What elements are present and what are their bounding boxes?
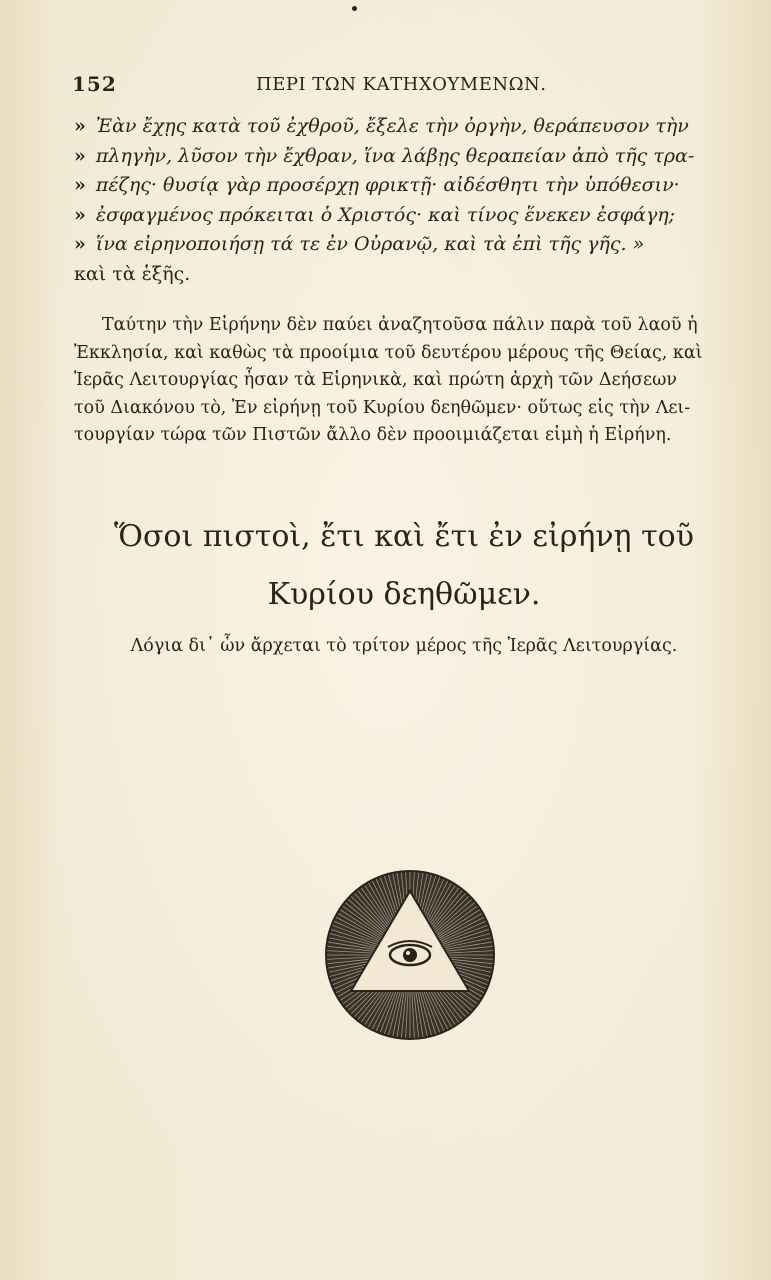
quote-line: » ἐσφαγμένος πρόκειται ὁ Χριστός· καὶ τίνος ἕνεκεν ἐσφάγη; xyxy=(74,203,676,226)
liturgy-heading xyxy=(74,508,734,624)
body-paragraph xyxy=(74,312,734,450)
quote-line: » Ἐὰν ἔχῃς κατὰ τοῦ ἐχθροῦ, ἔξελε τὴν ὀργὴν, θεράπευσον τὴν xyxy=(74,115,689,137)
quote-line: » ἵνα εἰρηνοποιήσῃ τά τε ἐν Οὐρανῷ, καὶ τὰ ἐπὶ τῆς γῆς. » xyxy=(74,233,645,255)
page-number: 152 xyxy=(72,72,117,96)
paragraph-line: τοῦ Διακόνου τὸ, Ἐν εἰρήνῃ τοῦ Κυρίου δεηθῶμεν· οὕτως εἰς τὴν Λει- xyxy=(74,397,691,418)
paragraph-line: τουργίαν τώρα τῶν Πιστῶν ἄλλο δὲν προοιμιάζεται εἰμὴ ἡ Εἰρήνη. xyxy=(74,425,672,445)
quote-line: » πέζης· θυσίᾳ γὰρ προσέρχῃ φρικτῇ· αἰδέσθητι τὴν ὑπόθεσιν· xyxy=(74,174,680,196)
quote-mark: » xyxy=(74,144,86,167)
quoted-passage xyxy=(74,112,734,289)
ink-dot xyxy=(352,6,357,11)
quote-mark: » xyxy=(74,233,86,255)
paragraph-line: Ἐκκλησία, καὶ καθὼς τὰ προοίμια τοῦ δευτέρου μέρους τῆς Θείας, καὶ xyxy=(74,342,703,363)
paragraph-line: Ἱερᾶς Λειτουργίας ἦσαν τὰ Εἰρηνικὰ, καὶ πρώτη ἀρχὴ τῶν Δεήσεων xyxy=(74,370,677,390)
running-head: ΠΕΡΙ ΤΩΝ ΚΑΤΗΧΟΥΜΕΝΩΝ. xyxy=(256,74,547,95)
quote-mark: » xyxy=(74,174,86,196)
quote-mark: » xyxy=(74,115,86,137)
paragraph-line: Ταύτην τὴν Εἰρήνην δὲν παύει ἀναζητοῦσα πάλιν παρὰ τοῦ λαοῦ ἡ xyxy=(102,315,698,335)
heading-line-2: Κυρίου δεηθῶμεν. xyxy=(267,577,541,612)
heading-line-1: Ὅσοι πιστοὶ, ἔτι καὶ ἔτι ἐν εἰρήνῃ τοῦ xyxy=(114,519,694,554)
quote-line: » πληγὴν, λῦσον τὴν ἔχθραν, ἵνα λάβῃς θεραπείαν ἀπὸ τῆς τρα- xyxy=(74,144,695,167)
eye-of-providence-icon xyxy=(324,869,496,1041)
quote-mark: » xyxy=(74,203,86,226)
quote-closing: καὶ τὰ ἑξῆς. xyxy=(74,262,191,285)
section-caption: Λόγια δι᾽ ὧν ἄρχεται τὸ τρίτον μέρος τῆς Ἱερᾶς Λειτουργίας. xyxy=(130,636,678,656)
